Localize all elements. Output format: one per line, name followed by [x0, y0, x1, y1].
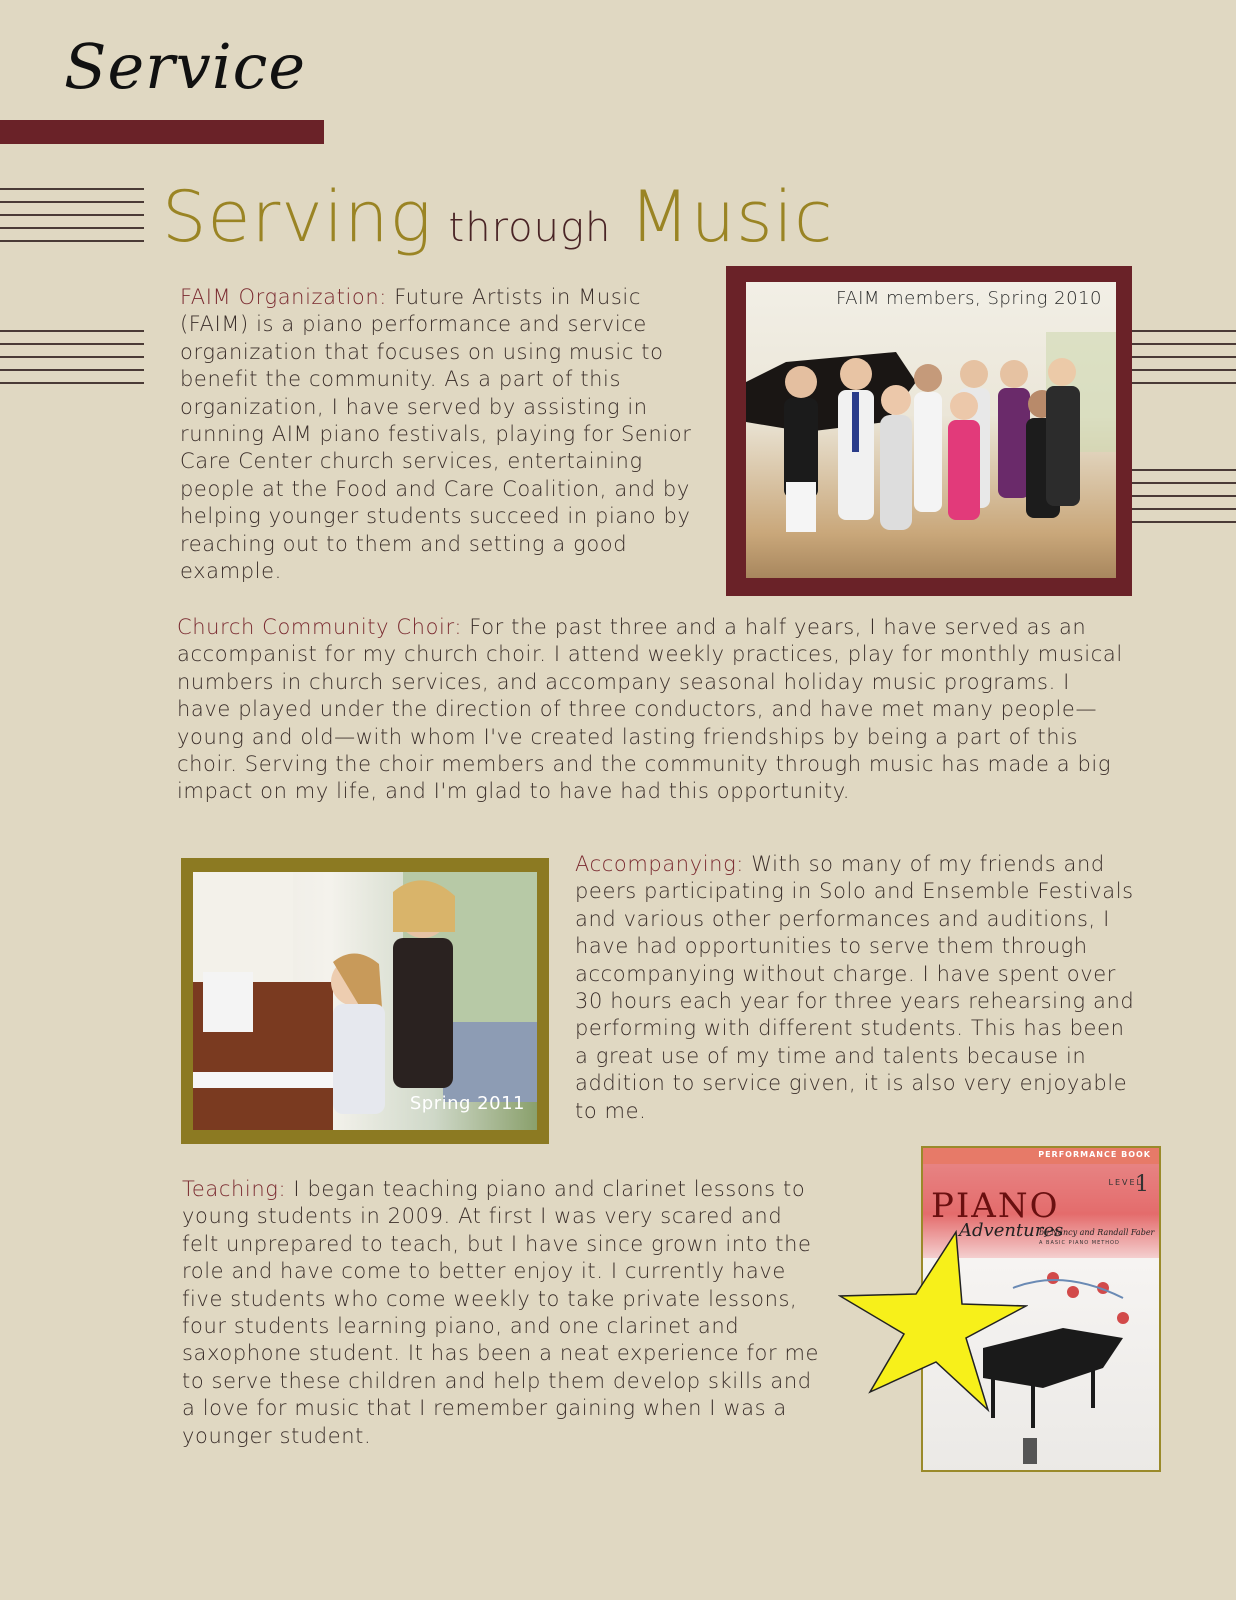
- faim-group-photo: [746, 282, 1116, 578]
- faim-photo-frame: [726, 266, 1132, 596]
- page-heading: [162, 176, 833, 258]
- faim-section: [180, 284, 712, 585]
- book-level-label: LEVEL: [1108, 1178, 1143, 1187]
- teaching-section: [182, 1176, 822, 1450]
- accompanying-lead: Accompanying:: [575, 852, 744, 876]
- heading-word-music: Music: [629, 176, 834, 258]
- accompanying-photo-frame: [181, 858, 549, 1144]
- accompanying-text: With so many of my friends and peers participating in Solo and Ensemble Festivals and various other performances and auditions, I have had opportunities to serve them through accompanying without charge. I have spent over 30 hours each year for three years rehearsing and performing with different students. This has been a great use of my time and talents because in addition to service given, it is also very enjoyable to me.: [575, 852, 1135, 1123]
- book-level-number: 1: [1135, 1172, 1149, 1197]
- teaching-text: I began teaching piano and clarinet lessons to young students in 2009. At first I was very scared and felt unprepared to teach, but I have since grown into the role and have come to better enjoy it. I currently have five students who come weekly to take private lessons, four students learning piano, and one clarinet and saxophone student. It has been a neat experience for me to serve these children and help them develop skills and a love for music that I remember gaining when I was a younger student.: [182, 1177, 820, 1448]
- book-badge: PERFORMANCE BOOK: [1038, 1150, 1151, 1159]
- choir-lead: Church Community Choir:: [177, 615, 462, 639]
- faim-text: Future Artists in Music (FAIM) is a piano performance and service organization that focuses on using music to benefit the community. As a part of this organization, I have served by assisting in running AIM piano festivals, playing for Senior Care Center church services, entertaining people at the Food and Care Coalition, and by helping younger students succeed in piano by reaching out to them and setting a good example.: [180, 285, 692, 584]
- heading-word-serving: Serving: [162, 176, 433, 258]
- yellow-star-icon: [838, 1226, 1028, 1416]
- faim-lead: FAIM Organization:: [180, 285, 387, 309]
- faim-photo-caption: FAIM members, Spring 2010: [836, 288, 1102, 309]
- accompanying-photo: [193, 872, 537, 1130]
- section-title-bar: [0, 120, 324, 144]
- choir-text: For the past three and a half years, I have served as an accompanist for my church choir. I attend weekly practices, play for monthly musical numbers in church services, and accompany seasonal holiday music programs. I have played under the direction of three conductors, and have met many people—young and old—with whom I've created lasting friendships by being a part of this choir. Serving the choir members and the community through music has made a big impact on my life, and I'm glad to have had this opportunity.: [177, 615, 1123, 804]
- accompanying-photo-caption: Spring 2011: [409, 1093, 525, 1114]
- book-title: PIANO: [931, 1186, 1060, 1226]
- book-authors: by Nancy and Randall Faber: [1039, 1228, 1155, 1237]
- book-subtitle: Adventures: [959, 1220, 1064, 1241]
- heading-word-through: through: [448, 205, 612, 251]
- choir-section: [177, 614, 1125, 806]
- book-method: A BASIC PIANO METHOD: [1039, 1240, 1120, 1246]
- teaching-lead: Teaching:: [182, 1177, 287, 1201]
- accompanying-section: [575, 851, 1139, 1125]
- section-title: Service: [64, 30, 307, 103]
